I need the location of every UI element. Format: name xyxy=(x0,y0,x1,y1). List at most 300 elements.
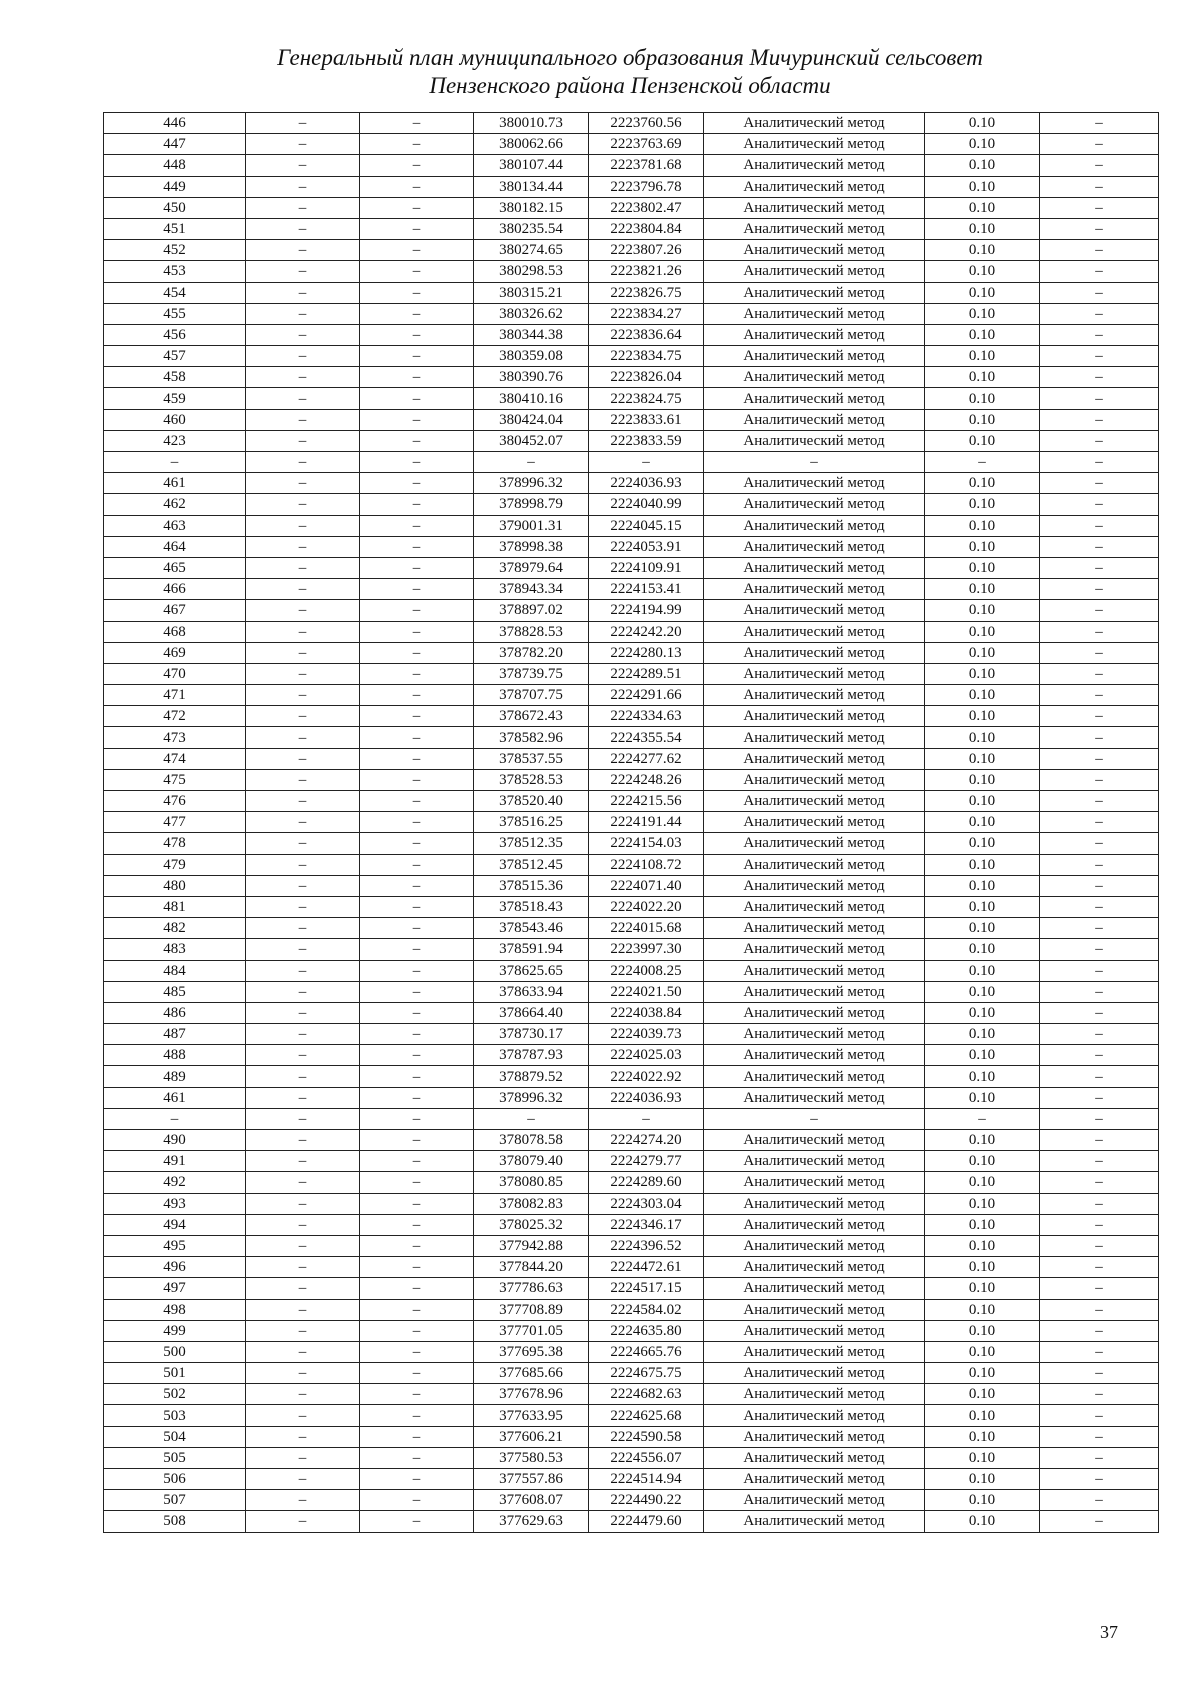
x-coordinate-cell: 378787.93 xyxy=(474,1045,589,1066)
y-coordinate-cell: 2224346.17 xyxy=(589,1214,704,1235)
cell-col2: – xyxy=(246,1426,360,1447)
cell-col8: – xyxy=(1040,240,1159,261)
x-coordinate-cell: 378897.02 xyxy=(474,600,589,621)
point-number-cell: 492 xyxy=(104,1172,246,1193)
point-number-cell: 476 xyxy=(104,791,246,812)
table-row xyxy=(104,494,1159,515)
cell-col8: – xyxy=(1040,1363,1159,1384)
method-cell: Аналитический метод xyxy=(704,769,925,790)
point-number-cell: 472 xyxy=(104,706,246,727)
cell-col2: – xyxy=(246,1130,360,1151)
accuracy-cell: 0.10 xyxy=(925,1066,1040,1087)
table-row xyxy=(104,1405,1159,1426)
accuracy-cell: 0.10 xyxy=(925,600,1040,621)
table-row xyxy=(104,1511,1159,1532)
point-number-cell: 480 xyxy=(104,875,246,896)
accuracy-cell: 0.10 xyxy=(925,791,1040,812)
cell-col8: – xyxy=(1040,113,1159,134)
method-cell: Аналитический метод xyxy=(704,1341,925,1362)
accuracy-cell: 0.10 xyxy=(925,1235,1040,1256)
y-coordinate-cell: 2223833.59 xyxy=(589,430,704,451)
y-coordinate-cell: 2223826.75 xyxy=(589,282,704,303)
method-cell: Аналитический метод xyxy=(704,642,925,663)
accuracy-cell: 0.10 xyxy=(925,1002,1040,1023)
point-number-cell: 487 xyxy=(104,1024,246,1045)
method-cell: Аналитический метод xyxy=(704,324,925,345)
x-coordinate-cell: 378979.64 xyxy=(474,557,589,578)
point-number-cell: 483 xyxy=(104,939,246,960)
cell-col3: – xyxy=(360,1405,474,1426)
point-number-cell: 474 xyxy=(104,748,246,769)
x-coordinate-cell: – xyxy=(474,1108,589,1129)
cell-col3: – xyxy=(360,155,474,176)
cell-col3: – xyxy=(360,473,474,494)
method-cell: Аналитический метод xyxy=(704,536,925,557)
accuracy-cell: 0.10 xyxy=(925,324,1040,345)
y-coordinate-cell: 2224022.20 xyxy=(589,896,704,917)
x-coordinate-cell: 377844.20 xyxy=(474,1257,589,1278)
y-coordinate-cell: 2224334.63 xyxy=(589,706,704,727)
y-coordinate-cell: 2223802.47 xyxy=(589,197,704,218)
cell-col2: – xyxy=(246,960,360,981)
cell-col3: – xyxy=(360,875,474,896)
y-coordinate-cell: – xyxy=(589,452,704,473)
y-coordinate-cell: 2224025.03 xyxy=(589,1045,704,1066)
cell-col8: – xyxy=(1040,1278,1159,1299)
point-number-cell: 502 xyxy=(104,1384,246,1405)
cell-col2: – xyxy=(246,642,360,663)
point-number-cell: 461 xyxy=(104,473,246,494)
accuracy-cell: 0.10 xyxy=(925,1024,1040,1045)
point-number-cell: 490 xyxy=(104,1130,246,1151)
y-coordinate-cell: 2224514.94 xyxy=(589,1469,704,1490)
method-cell: Аналитический метод xyxy=(704,346,925,367)
point-number-cell: 454 xyxy=(104,282,246,303)
cell-col2: – xyxy=(246,854,360,875)
cell-col2: – xyxy=(246,579,360,600)
y-coordinate-cell: 2224625.68 xyxy=(589,1405,704,1426)
cell-col8: – xyxy=(1040,282,1159,303)
x-coordinate-cell: 380010.73 xyxy=(474,113,589,134)
cell-col3: – xyxy=(360,600,474,621)
cell-col8: – xyxy=(1040,960,1159,981)
point-number-cell: 479 xyxy=(104,854,246,875)
cell-col3: – xyxy=(360,134,474,155)
table-row xyxy=(104,1172,1159,1193)
x-coordinate-cell: 377580.53 xyxy=(474,1447,589,1468)
x-coordinate-cell: 378537.55 xyxy=(474,748,589,769)
cell-col2: – xyxy=(246,1172,360,1193)
cell-col3: – xyxy=(360,833,474,854)
table-row xyxy=(104,1024,1159,1045)
table-row xyxy=(104,473,1159,494)
cell-col3: – xyxy=(360,769,474,790)
cell-col3: – xyxy=(360,981,474,1002)
table-row xyxy=(104,960,1159,981)
point-number-cell: 447 xyxy=(104,134,246,155)
method-cell: – xyxy=(704,1108,925,1129)
cell-col8: – xyxy=(1040,1087,1159,1108)
point-number-cell: 488 xyxy=(104,1045,246,1066)
cell-col8: – xyxy=(1040,791,1159,812)
cell-col2: – xyxy=(246,833,360,854)
method-cell: Аналитический метод xyxy=(704,515,925,536)
point-number-cell: 455 xyxy=(104,303,246,324)
cell-col8: – xyxy=(1040,346,1159,367)
table-row xyxy=(104,1066,1159,1087)
x-coordinate-cell: 378996.32 xyxy=(474,473,589,494)
y-coordinate-cell: 2223760.56 xyxy=(589,113,704,134)
cell-col3: – xyxy=(360,1108,474,1129)
method-cell: Аналитический метод xyxy=(704,1045,925,1066)
cell-col8: – xyxy=(1040,430,1159,451)
cell-col8: – xyxy=(1040,896,1159,917)
y-coordinate-cell: 2224479.60 xyxy=(589,1511,704,1532)
table-row xyxy=(104,388,1159,409)
cell-col2: – xyxy=(246,409,360,430)
cell-col3: – xyxy=(360,240,474,261)
cell-col3: – xyxy=(360,663,474,684)
cell-col8: – xyxy=(1040,1405,1159,1426)
point-number-cell: 501 xyxy=(104,1363,246,1384)
table-row xyxy=(104,1151,1159,1172)
cell-col2: – xyxy=(246,812,360,833)
table-row xyxy=(104,134,1159,155)
method-cell: Аналитический метод xyxy=(704,1066,925,1087)
cell-col2: – xyxy=(246,557,360,578)
y-coordinate-cell: 2224071.40 xyxy=(589,875,704,896)
cell-col3: – xyxy=(360,1278,474,1299)
table-row xyxy=(104,1130,1159,1151)
method-cell: Аналитический метод xyxy=(704,282,925,303)
point-number-cell: 466 xyxy=(104,579,246,600)
table-row xyxy=(104,409,1159,430)
y-coordinate-cell: 2224242.20 xyxy=(589,621,704,642)
accuracy-cell: 0.10 xyxy=(925,176,1040,197)
y-coordinate-cell: 2224289.51 xyxy=(589,663,704,684)
method-cell: Аналитический метод xyxy=(704,367,925,388)
method-cell: Аналитический метод xyxy=(704,896,925,917)
accuracy-cell: 0.10 xyxy=(925,261,1040,282)
accuracy-cell: 0.10 xyxy=(925,1341,1040,1362)
cell-col8: – xyxy=(1040,367,1159,388)
accuracy-cell: 0.10 xyxy=(925,812,1040,833)
accuracy-cell: 0.10 xyxy=(925,1130,1040,1151)
cell-col8: – xyxy=(1040,1130,1159,1151)
point-number-cell: 493 xyxy=(104,1193,246,1214)
method-cell: – xyxy=(704,452,925,473)
cell-col8: – xyxy=(1040,1193,1159,1214)
table-row xyxy=(104,197,1159,218)
table-row xyxy=(104,515,1159,536)
table-row xyxy=(104,1087,1159,1108)
x-coordinate-cell: 378664.40 xyxy=(474,1002,589,1023)
x-coordinate-cell: 378998.38 xyxy=(474,536,589,557)
cell-col8: – xyxy=(1040,1299,1159,1320)
cell-col2: – xyxy=(246,918,360,939)
cell-col3: – xyxy=(360,939,474,960)
cell-col3: – xyxy=(360,1469,474,1490)
cell-col8: – xyxy=(1040,918,1159,939)
x-coordinate-cell: 378528.53 xyxy=(474,769,589,790)
table-row xyxy=(104,176,1159,197)
cell-col3: – xyxy=(360,515,474,536)
x-coordinate-cell: 378518.43 xyxy=(474,896,589,917)
table-row xyxy=(104,812,1159,833)
x-coordinate-cell: 380107.44 xyxy=(474,155,589,176)
cell-col8: – xyxy=(1040,1045,1159,1066)
cell-col3: – xyxy=(360,536,474,557)
x-coordinate-cell: 378782.20 xyxy=(474,642,589,663)
cell-col3: – xyxy=(360,1363,474,1384)
method-cell: Аналитический метод xyxy=(704,261,925,282)
cell-col8: – xyxy=(1040,473,1159,494)
method-cell: Аналитический метод xyxy=(704,218,925,239)
cell-col3: – xyxy=(360,557,474,578)
y-coordinate-cell: 2223763.69 xyxy=(589,134,704,155)
cell-col3: – xyxy=(360,706,474,727)
cell-col3: – xyxy=(360,918,474,939)
accuracy-cell: 0.10 xyxy=(925,1299,1040,1320)
point-number-cell: 475 xyxy=(104,769,246,790)
cell-col2: – xyxy=(246,261,360,282)
accuracy-cell: 0.10 xyxy=(925,642,1040,663)
y-coordinate-cell: 2223833.61 xyxy=(589,409,704,430)
method-cell: Аналитический метод xyxy=(704,473,925,494)
cell-col3: – xyxy=(360,1384,474,1405)
method-cell: Аналитический метод xyxy=(704,1299,925,1320)
cell-col2: – xyxy=(246,1214,360,1235)
cell-col8: – xyxy=(1040,1002,1159,1023)
cell-col2: – xyxy=(246,1341,360,1362)
point-number-cell: 481 xyxy=(104,896,246,917)
cell-col8: – xyxy=(1040,197,1159,218)
point-number-cell: 469 xyxy=(104,642,246,663)
x-coordinate-cell: 377606.21 xyxy=(474,1426,589,1447)
cell-col3: – xyxy=(360,642,474,663)
x-coordinate-cell: 378998.79 xyxy=(474,494,589,515)
y-coordinate-cell: 2223804.84 xyxy=(589,218,704,239)
accuracy-cell: 0.10 xyxy=(925,557,1040,578)
x-coordinate-cell: 378515.36 xyxy=(474,875,589,896)
x-coordinate-cell: 377701.05 xyxy=(474,1320,589,1341)
method-cell: Аналитический метод xyxy=(704,557,925,578)
y-coordinate-cell: 2224053.91 xyxy=(589,536,704,557)
accuracy-cell: 0.10 xyxy=(925,367,1040,388)
x-coordinate-cell: 378543.46 xyxy=(474,918,589,939)
cell-col3: – xyxy=(360,1511,474,1532)
cell-col2: – xyxy=(246,600,360,621)
cell-col2: – xyxy=(246,748,360,769)
cell-col8: – xyxy=(1040,769,1159,790)
cell-col8: – xyxy=(1040,1066,1159,1087)
table-row xyxy=(104,1447,1159,1468)
cell-col8: – xyxy=(1040,1235,1159,1256)
cell-col2: – xyxy=(246,134,360,155)
cell-col3: – xyxy=(360,113,474,134)
point-number-cell: 470 xyxy=(104,663,246,684)
y-coordinate-cell: 2223796.78 xyxy=(589,176,704,197)
x-coordinate-cell: 380298.53 xyxy=(474,261,589,282)
x-coordinate-cell: 380235.54 xyxy=(474,218,589,239)
accuracy-cell: 0.10 xyxy=(925,1405,1040,1426)
method-cell: Аналитический метод xyxy=(704,812,925,833)
method-cell: Аналитический метод xyxy=(704,1405,925,1426)
y-coordinate-cell: 2224108.72 xyxy=(589,854,704,875)
accuracy-cell: 0.10 xyxy=(925,155,1040,176)
x-coordinate-cell: 378025.32 xyxy=(474,1214,589,1235)
table-row xyxy=(104,1045,1159,1066)
table-row xyxy=(104,854,1159,875)
cell-col3: – xyxy=(360,960,474,981)
y-coordinate-cell: 2224556.07 xyxy=(589,1447,704,1468)
table-row xyxy=(104,621,1159,642)
y-coordinate-cell: 2223821.26 xyxy=(589,261,704,282)
x-coordinate-cell: 378080.85 xyxy=(474,1172,589,1193)
x-coordinate-cell: 380344.38 xyxy=(474,324,589,345)
accuracy-cell: 0.10 xyxy=(925,706,1040,727)
cell-col8: – xyxy=(1040,1384,1159,1405)
cell-col8: – xyxy=(1040,875,1159,896)
point-number-cell: 446 xyxy=(104,113,246,134)
table-row xyxy=(104,791,1159,812)
cell-col2: – xyxy=(246,346,360,367)
method-cell: Аналитический метод xyxy=(704,1024,925,1045)
method-cell: Аналитический метод xyxy=(704,706,925,727)
accuracy-cell: 0.10 xyxy=(925,346,1040,367)
cell-col8: – xyxy=(1040,1257,1159,1278)
cell-col3: – xyxy=(360,1172,474,1193)
cell-col8: – xyxy=(1040,1108,1159,1129)
x-coordinate-cell: 380134.44 xyxy=(474,176,589,197)
y-coordinate-cell: 2224036.93 xyxy=(589,1087,704,1108)
accuracy-cell: 0.10 xyxy=(925,218,1040,239)
accuracy-cell: 0.10 xyxy=(925,282,1040,303)
cell-col3: – xyxy=(360,409,474,430)
method-cell: Аналитический метод xyxy=(704,875,925,896)
point-number-cell: 484 xyxy=(104,960,246,981)
point-number-cell: 482 xyxy=(104,918,246,939)
table-row xyxy=(104,1278,1159,1299)
accuracy-cell: 0.10 xyxy=(925,1193,1040,1214)
method-cell: Аналитический метод xyxy=(704,960,925,981)
cell-col3: – xyxy=(360,1045,474,1066)
method-cell: Аналитический метод xyxy=(704,1172,925,1193)
cell-col2: – xyxy=(246,176,360,197)
point-number-cell: 471 xyxy=(104,685,246,706)
cell-col8: – xyxy=(1040,727,1159,748)
accuracy-cell: 0.10 xyxy=(925,134,1040,155)
point-number-cell: 462 xyxy=(104,494,246,515)
accuracy-cell: 0.10 xyxy=(925,1045,1040,1066)
cell-col2: – xyxy=(246,896,360,917)
cell-col3: – xyxy=(360,1151,474,1172)
method-cell: Аналитический метод xyxy=(704,409,925,430)
point-number-cell: – xyxy=(104,1108,246,1129)
cell-col2: – xyxy=(246,515,360,536)
table-row xyxy=(104,282,1159,303)
method-cell: Аналитический метод xyxy=(704,600,925,621)
accuracy-cell: 0.10 xyxy=(925,663,1040,684)
cell-col2: – xyxy=(246,727,360,748)
point-number-cell: 498 xyxy=(104,1299,246,1320)
cell-col8: – xyxy=(1040,1469,1159,1490)
table-row xyxy=(104,261,1159,282)
table-row xyxy=(104,218,1159,239)
point-number-cell: 458 xyxy=(104,367,246,388)
cell-col8: – xyxy=(1040,536,1159,557)
method-cell: Аналитический метод xyxy=(704,1469,925,1490)
table-row xyxy=(104,939,1159,960)
method-cell: Аналитический метод xyxy=(704,1490,925,1511)
cell-col8: – xyxy=(1040,176,1159,197)
table-row xyxy=(104,1257,1159,1278)
y-coordinate-cell: 2224039.73 xyxy=(589,1024,704,1045)
y-coordinate-cell: 2224277.62 xyxy=(589,748,704,769)
page-number: 37 xyxy=(1100,1622,1118,1642)
y-coordinate-cell: 2224289.60 xyxy=(589,1172,704,1193)
cell-col3: – xyxy=(360,727,474,748)
y-coordinate-cell: 2224109.91 xyxy=(589,557,704,578)
point-number-cell: 506 xyxy=(104,1469,246,1490)
cell-col8: – xyxy=(1040,452,1159,473)
method-cell: Аналитический метод xyxy=(704,854,925,875)
point-number-cell: 460 xyxy=(104,409,246,430)
accuracy-cell: 0.10 xyxy=(925,240,1040,261)
table-row xyxy=(104,240,1159,261)
cell-col2: – xyxy=(246,1447,360,1468)
document-header xyxy=(0,44,1200,100)
x-coordinate-cell: 377678.96 xyxy=(474,1384,589,1405)
cell-col2: – xyxy=(246,473,360,494)
table-row xyxy=(104,536,1159,557)
point-number-cell: 453 xyxy=(104,261,246,282)
cell-col2: – xyxy=(246,1193,360,1214)
cell-col3: – xyxy=(360,685,474,706)
cell-col8: – xyxy=(1040,557,1159,578)
x-coordinate-cell: 378730.17 xyxy=(474,1024,589,1045)
method-cell: Аналитический метод xyxy=(704,1257,925,1278)
y-coordinate-cell: 2224517.15 xyxy=(589,1278,704,1299)
cell-col3: – xyxy=(360,1193,474,1214)
cell-col8: – xyxy=(1040,388,1159,409)
x-coordinate-cell: 380326.62 xyxy=(474,303,589,324)
method-cell: Аналитический метод xyxy=(704,388,925,409)
point-number-cell: 423 xyxy=(104,430,246,451)
y-coordinate-cell: 2224153.41 xyxy=(589,579,704,600)
accuracy-cell: 0.10 xyxy=(925,748,1040,769)
table-row xyxy=(104,663,1159,684)
x-coordinate-cell: 378078.58 xyxy=(474,1130,589,1151)
cell-col2: – xyxy=(246,1384,360,1405)
cell-col2: – xyxy=(246,1024,360,1045)
method-cell: Аналитический метод xyxy=(704,1384,925,1405)
cell-col2: – xyxy=(246,1151,360,1172)
cell-col8: – xyxy=(1040,812,1159,833)
y-coordinate-cell: 2224038.84 xyxy=(589,1002,704,1023)
cell-col8: – xyxy=(1040,1172,1159,1193)
accuracy-cell: 0.10 xyxy=(925,515,1040,536)
table-row xyxy=(104,1469,1159,1490)
method-cell: Аналитический метод xyxy=(704,981,925,1002)
method-cell: Аналитический метод xyxy=(704,833,925,854)
cell-col3: – xyxy=(360,176,474,197)
cell-col2: – xyxy=(246,981,360,1002)
point-number-cell: 457 xyxy=(104,346,246,367)
table-row xyxy=(104,769,1159,790)
table-row xyxy=(104,1002,1159,1023)
table-row xyxy=(104,1384,1159,1405)
